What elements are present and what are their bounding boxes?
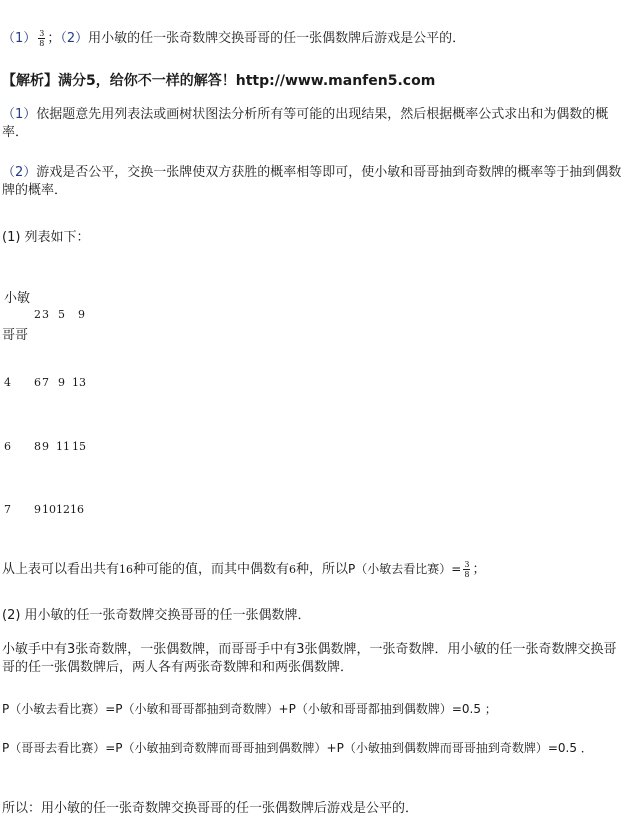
table-row: 7 9101216 <box>4 503 84 516</box>
analysis-point-1: （1）依据题意先用列表法或画树状图法分析所有等可能的出现结果，然后根据概率公式求出和为偶数的概率． <box>2 107 609 140</box>
part2-marker: （2） <box>60 31 89 46</box>
part2-paragraph: 小敏手中有3张奇数牌，一张偶数牌，而哥哥手中有3张偶数牌，一张奇数牌．用小敏的任一张奇数牌交换哥哥的任一张偶数牌后，两人各有两张奇数牌和和两张偶数牌． <box>2 642 617 675</box>
table-row-header: 哥哥 <box>2 328 29 343</box>
part2-answer-text: 用小敏的任一张奇数牌交换哥哥的任一张偶数牌后游戏是公平的． <box>88 31 466 46</box>
part1-marker: （1） <box>2 31 37 46</box>
probability-line-1: P（小敏去看比赛）=P（小敏和哥哥都抽到奇数牌）+P（小敏和哥哥都抽到偶数牌）=0.5 ； <box>2 702 497 716</box>
table-row: 6 89 11 15 <box>4 440 86 453</box>
answer-fraction: $\frac{3}{8}$ <box>39 29 45 48</box>
part2-intro: (2) 用小敏的任一张奇数牌交换哥哥的任一张偶数牌． <box>2 608 311 623</box>
table-col-header: 小敏 <box>4 291 31 306</box>
table-header-row: 23 5 9 <box>34 308 85 321</box>
analysis-point-2: （2）游戏是否公平，交换一张牌使双方获胜的概率相等即可，使小敏和哥哥抽到奇数牌的概率等于抽到偶数牌的概率． <box>2 165 622 198</box>
probability-line-2: P（哥哥去看比赛）=P（小敏抽到奇数牌而哥哥抽到偶数牌）+P（小敏抽到偶数牌而哥哥抽到奇数牌）=0.5 ． <box>2 741 593 755</box>
final-conclusion: 所以：用小敏的任一张奇数牌交换哥哥的任一张偶数牌后游戏是公平的． <box>2 801 419 816</box>
answer-separator: ； <box>47 31 61 46</box>
conclusion-line: 从上表可以看出共有16种可能的值，而其中偶数有6种，所以P（小敏去看比赛）= $\frac{3}{8}$ ； <box>2 560 486 579</box>
answer-line <box>2 27 465 48</box>
list-intro: (1) 列表如下： <box>2 230 90 245</box>
probability-fraction: $\frac{3}{8}$ <box>464 560 470 579</box>
table-row: 4 67 9 13 <box>4 376 86 389</box>
analysis-banner: 【解析】满分5，给你不一样的解答！http://www.manfen5.com <box>2 73 436 89</box>
